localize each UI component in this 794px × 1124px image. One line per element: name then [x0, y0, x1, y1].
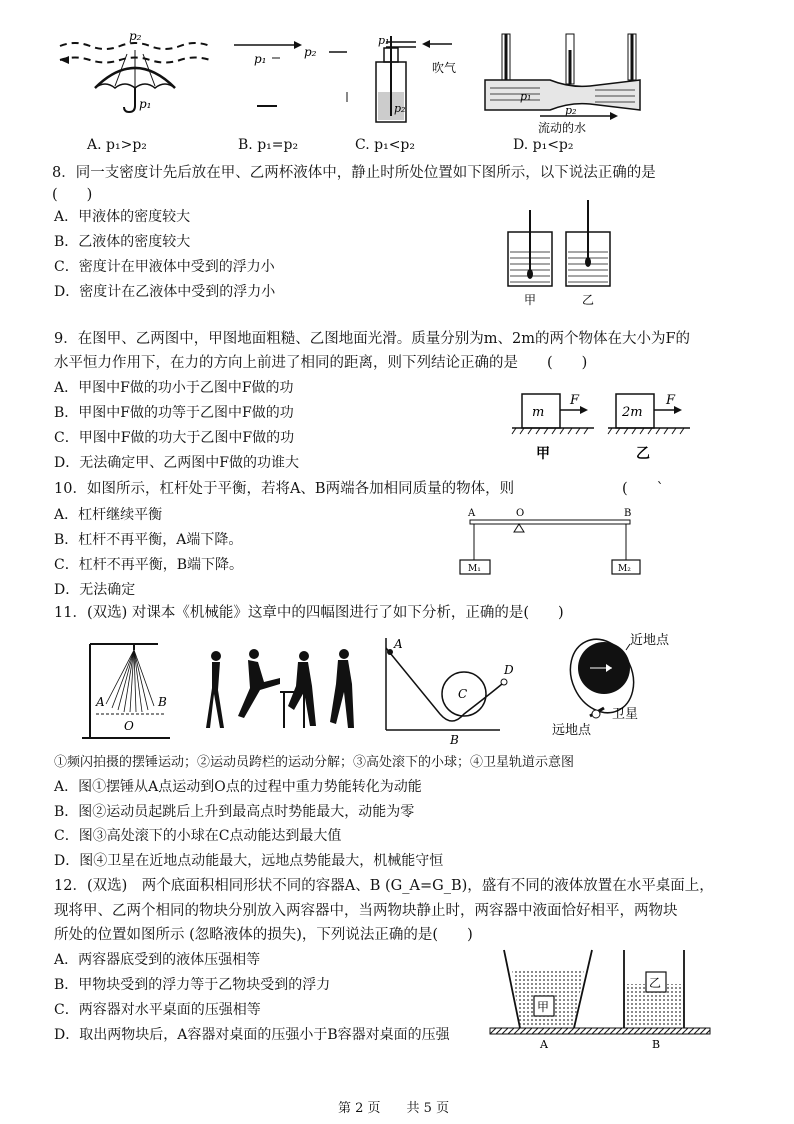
q9-label-f2: F: [666, 393, 676, 408]
q8-paren: ( ): [52, 187, 93, 203]
q9-label-jia: 甲: [536, 446, 550, 462]
q11-fig3-label-b: B: [450, 733, 459, 747]
q10-option-b: B．杠杆不再平衡，A端下降。: [54, 532, 243, 548]
q10-option-d: D．无法确定: [54, 582, 136, 598]
q7-figure-venturi: [480, 30, 660, 140]
q11-figure-hurdler: [204, 648, 364, 738]
q7-option-c: C. p₁<p₂: [355, 137, 415, 153]
q10-option-c: C．杠杆不再平衡，B端下降。: [54, 557, 243, 573]
q8-option-b: B．乙液体的密度较大: [54, 234, 191, 250]
q7b-p2-label: p₂: [304, 45, 317, 59]
q11-option-d: D．图④卫星在近地点动能最大，远地点势能最大，机械能守恒: [54, 853, 444, 869]
q7-figure-air-flow: [232, 30, 362, 130]
q7b-p1-label: p₁: [254, 52, 267, 66]
q8-option-c: C．密度计在甲液体中受到的浮力小: [54, 259, 275, 275]
q10-stem: 10．如图所示，杠杆处于平衡，若将A、B两端各加相同质量的物体，则: [54, 481, 515, 497]
q7c-p2-label: p₂: [394, 102, 406, 115]
q10-label-b: B: [624, 508, 632, 519]
q7d-water-label: 流动的水: [538, 121, 587, 135]
q11-figure-satellite-orbit: [552, 628, 710, 738]
q9-stem-line2: 水平恒力作用下，在力的方向上前进了相同的距离，则下列结论正确的是 ( ): [54, 355, 588, 371]
q11-fig3-label-d: D: [504, 663, 514, 677]
q12-stem-line1: 12．(双选) 两个底面积相同形状不同的容器A、B (G_A=G_B)，盛有不同的液体放置在水平桌面上，: [54, 878, 714, 894]
q9-option-a: A．甲图中F做的功小于乙图中F做的功: [54, 380, 294, 396]
q12-option-a: A．两容器底受到的液体压强相等: [54, 952, 261, 968]
q9-label-yi: 乙: [636, 446, 650, 462]
q12-option-d: D．取出两物块后，A容器对桌面的压强小于B容器对桌面的压强: [54, 1027, 450, 1043]
q11-option-b: B．图②运动员起跳后上升到最高点时势能最大，动能为零: [54, 804, 415, 820]
q11-option-a: A．图①摆锤从A点运动到O点的过程中重力势能转化为动能: [54, 779, 422, 795]
q11-fig4-label-near: 近地点: [630, 633, 670, 648]
q9-label-2m: 2m: [622, 405, 643, 420]
q9-option-d: D．无法确定甲、乙两图中F做的功谁大: [54, 455, 299, 471]
q12-label-a: A: [540, 1038, 548, 1051]
q10-label-o: O: [516, 508, 525, 519]
q7d-p2-label: p₂: [565, 104, 577, 117]
q7-option-b: B. p₁=p₂: [238, 137, 299, 153]
q11-stem: 11．(双选) 对课本《机械能》这章中的四幅图进行了如下分析，正确的是( ): [54, 605, 564, 621]
q9-label-m: m: [532, 405, 545, 420]
q7d-p1-label: p₁: [520, 90, 532, 103]
q7a-p2-label: p₂: [129, 29, 142, 43]
q7-figure-umbrella: [55, 28, 205, 128]
q10-option-a: A．杠杆继续平衡: [54, 507, 163, 523]
q11-option-c: C．图③高处滚下的小球在C点动能达到最大值: [54, 828, 342, 844]
q10-paren: ( `: [622, 481, 664, 497]
q11-fig1-label-o: O: [124, 719, 134, 733]
q12-stem-line3: 所处的位置如图所示 (忽略液体的损失)，下列说法正确的是( ): [54, 927, 473, 943]
q12-option-b: B．甲物块受到的浮力等于乙物块受到的浮力: [54, 977, 331, 993]
q11-fig3-label-c: C: [458, 687, 468, 701]
q10-label-a: A: [468, 508, 476, 519]
q8-stem: 8．同一支密度计先后放在甲、乙两杯液体中，静止时所处位置如下图所示，以下说法正确的是: [52, 165, 656, 181]
q11-fig4-label-sat: 卫星: [612, 707, 639, 722]
q11-figure-rolling-ball: [380, 634, 530, 747]
q11-fig1-label-a: A: [96, 695, 105, 709]
q8-option-d: D．密度计在乙液体中受到的浮力小: [54, 284, 276, 300]
q11-fig1-label-b: B: [158, 695, 167, 709]
q11-fig4-label-far: 远地点: [552, 723, 592, 738]
q11-figure-pendulum: [80, 634, 180, 744]
q8-option-a: A．甲液体的密度较大: [54, 209, 191, 225]
q12-figure-containers: [490, 950, 720, 1050]
q12-stem-line2: 现将甲、乙两个相同的物块分别放入两容器中，当两物块静止时，两容器中液面恰好相平，两物块: [54, 903, 678, 919]
q9-stem-line1: 9．在图甲、乙两图中，甲图地面粗糙、乙图地面光滑。质量分别为m、2m的两个物体在大小为F的: [54, 331, 691, 347]
q8-label-yi: 乙: [582, 293, 595, 307]
q10-label-m1: M₁: [468, 564, 481, 574]
q11-fig3-label-a: A: [394, 637, 403, 651]
q12-label-b: B: [652, 1038, 661, 1051]
q9-option-b: B．甲图中F做的功等于乙图中F做的功: [54, 405, 294, 421]
q7-option-d: D. p₁<p₂: [513, 137, 574, 153]
q9-option-c: C．甲图中F做的功大于乙图中F做的功: [54, 430, 295, 446]
q11-caption: ①频闪拍摄的摆锤运动；②运动员跨栏的运动分解；③高处滚下的小球；④卫星轨道示意图: [54, 755, 575, 770]
page-footer: 第 2 页 共 5 页: [338, 1101, 450, 1116]
q10-label-m2: M₂: [618, 564, 631, 574]
q8-figure-hydrometer: [500, 200, 640, 310]
q9-label-f1: F: [570, 393, 580, 408]
q12-label-jia: 甲: [537, 1000, 550, 1014]
q12-option-c: C．两容器对水平桌面的压强相等: [54, 1002, 261, 1018]
q7c-p1-label: p₁: [378, 34, 390, 47]
q9-figure-blocks: [512, 390, 712, 470]
q7c-blow-label: 吹气: [432, 61, 457, 75]
q10-figure-lever: [460, 506, 660, 586]
q7a-p1-label: p₁: [139, 97, 152, 111]
q12-label-yi: 乙: [649, 976, 662, 990]
q8-label-jia: 甲: [524, 293, 537, 307]
q7-figure-bottle: [362, 30, 472, 130]
q7-option-a: A. p₁>p₂: [87, 137, 147, 153]
